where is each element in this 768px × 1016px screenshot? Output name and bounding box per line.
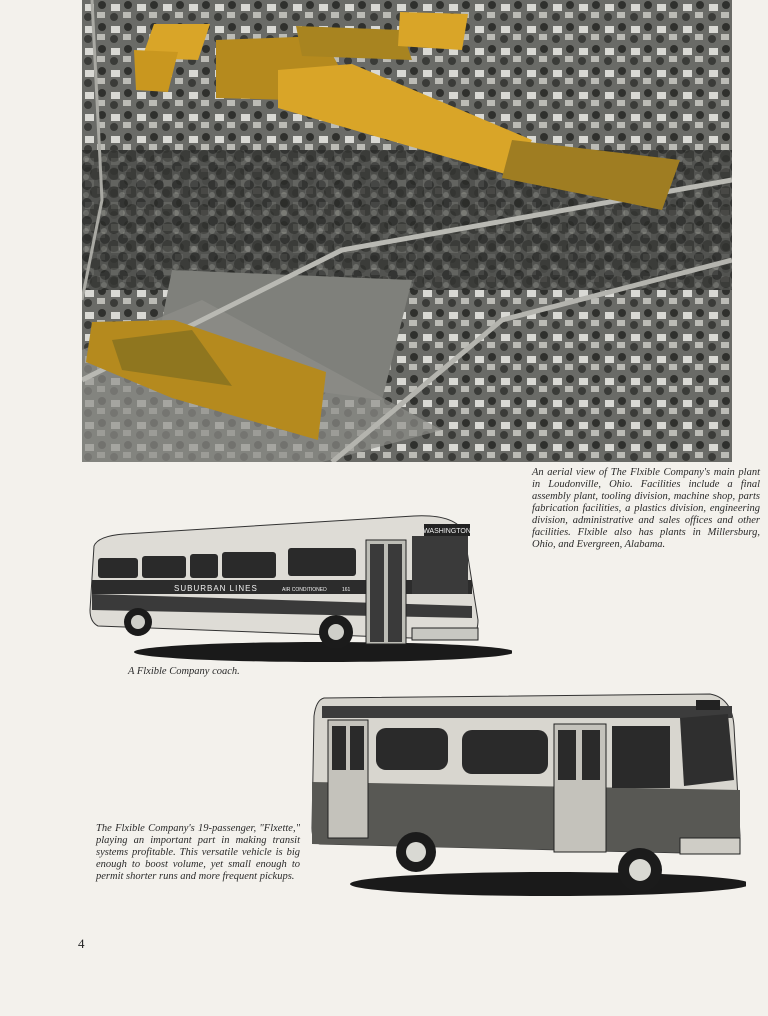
coach-side-name: SUBURBAN LINES (174, 584, 258, 593)
coach-bus-illustration (84, 510, 512, 670)
flxette-bus-illustration (300, 686, 746, 902)
aerial-caption: An aerial view of The Flxible Company's main plant in Loudonville, Ohio. Facilities include a final assembly plant, tooling division, machine shop, parts fabrication facilities, a plastics division, engineering division, administrative and sales offices and other facilities. Flxible also has plants in Millersburg, Ohio, and Evergreen, Alabama. (532, 467, 760, 550)
coach-photo (84, 510, 512, 670)
page-number: 4 (78, 936, 85, 951)
aerial-photo (82, 0, 732, 462)
coach-caption: A Flxible Company coach. (128, 666, 240, 677)
coach-air-label: AIR CONDITIONED (282, 587, 327, 593)
aerial-illustration (82, 0, 732, 462)
coach-destination-sign: WASHINGTON (423, 528, 471, 535)
flxette-caption: The Flxible Company's 19-passenger, "Flxette," playing an important part in making transit systems profitable. This versatile vehicle is big enough to boost volume, yet small enough to permit shorter runs and more frequent pickups. (96, 823, 300, 882)
flxette-photo (300, 686, 746, 902)
coach-fleet-number: 161 (342, 587, 351, 593)
